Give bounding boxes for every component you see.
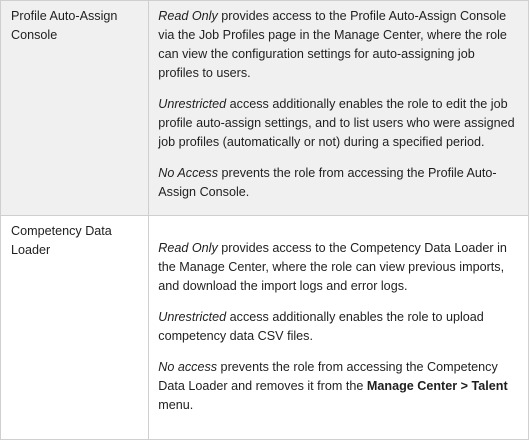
access-level-label: No access	[158, 360, 218, 374]
permission-name: Competency Data Loader	[11, 224, 112, 257]
description-text: access additionally enables the role to upload competency data CSV files.	[158, 310, 484, 343]
description-text: access additionally enables the role to edit the job profile auto-assign settings, and to list users who were assigned job profiles (automatically or not) during a specified period.	[158, 97, 515, 149]
description-paragraph	[158, 358, 516, 415]
access-level-label: Unrestricted	[158, 310, 227, 324]
permission-name: Profile Auto-Assign Console	[11, 9, 118, 42]
access-level-label: Read Only	[158, 241, 218, 255]
description-text-tail: menu.	[158, 398, 194, 412]
description-text: provides access to the Profile Auto-Assign Console via the Job Profiles page in the Manage Center, where the role can view the configuration settings for auto-assigning job profiles to users.	[158, 9, 507, 80]
description-text: prevents the role from accessing the Profile Auto-Assign Console.	[158, 166, 497, 199]
permission-description-cell	[149, 1, 529, 216]
access-level-label: Read Only	[158, 9, 218, 23]
permission-description-cell	[149, 216, 529, 440]
description-text: provides access to the Competency Data Loader in the Manage Center, where the role can view previous imports, and download the import logs and error logs.	[158, 241, 507, 293]
description-paragraph	[158, 95, 516, 152]
access-level-label: Unrestricted	[158, 97, 227, 111]
permission-name-cell	[1, 216, 149, 440]
description-paragraph	[158, 7, 516, 83]
table-row	[1, 216, 529, 440]
description-text: prevents the role from accessing the Competency Data Loader and removes it from the	[158, 360, 498, 393]
description-paragraph	[158, 308, 516, 346]
description-paragraph	[158, 239, 516, 296]
permission-name-cell	[1, 1, 149, 216]
access-level-label: No Access	[158, 166, 218, 180]
table-row	[1, 1, 529, 216]
description-paragraph	[158, 164, 516, 202]
menu-path: Manage Center > Talent	[366, 379, 508, 393]
